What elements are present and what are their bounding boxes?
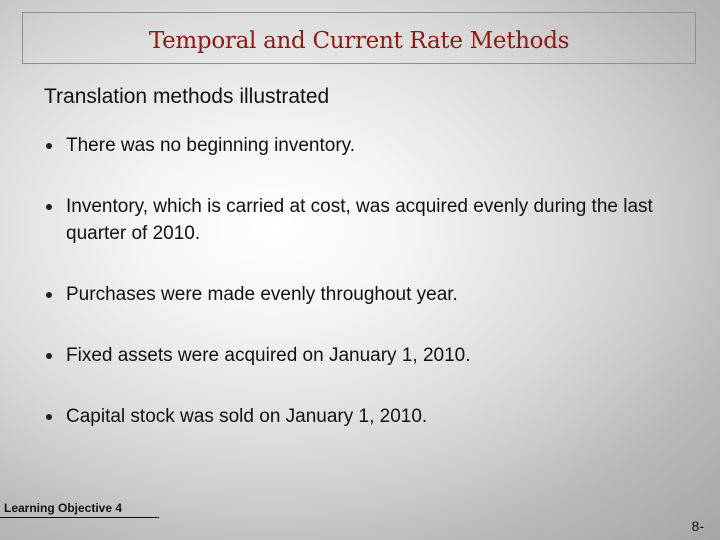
page-number: 8- [691,518,704,534]
bullet-item-capital-stock [46,403,666,430]
bullet-item-inventory-cost [46,193,666,247]
slide-title: Temporal and Current Rate Methods [148,28,570,54]
bullet-item-fixed-assets [46,342,666,369]
bullet-text: Capital stock was sold on January 1, 2010. [66,406,428,427]
bullet-text: There was no beginning inventory. [66,135,356,156]
bullet-item-purchases [46,281,666,308]
bullet-item-beginning-inventory [46,132,666,159]
bullet-icon [46,414,52,420]
bullet-icon [46,353,52,359]
bullet-list [46,132,666,430]
learning-objective-label: Learning Objective 4 [4,501,123,515]
slide-subtitle: Translation methods illustrated [44,85,330,108]
bullet-text: Fixed assets were acquired on January 1, 2010. [66,345,471,366]
bullet-icon [46,292,52,298]
footer-divider [0,517,159,518]
bullet-icon [46,204,52,210]
bullet-text: Inventory, which is carried at cost, was acquired evenly during the last quarter of 2010. [66,196,653,244]
bullet-icon [46,143,52,149]
slide-title-box [22,12,696,64]
bullet-text: Purchases were made evenly throughout year. [66,284,458,305]
